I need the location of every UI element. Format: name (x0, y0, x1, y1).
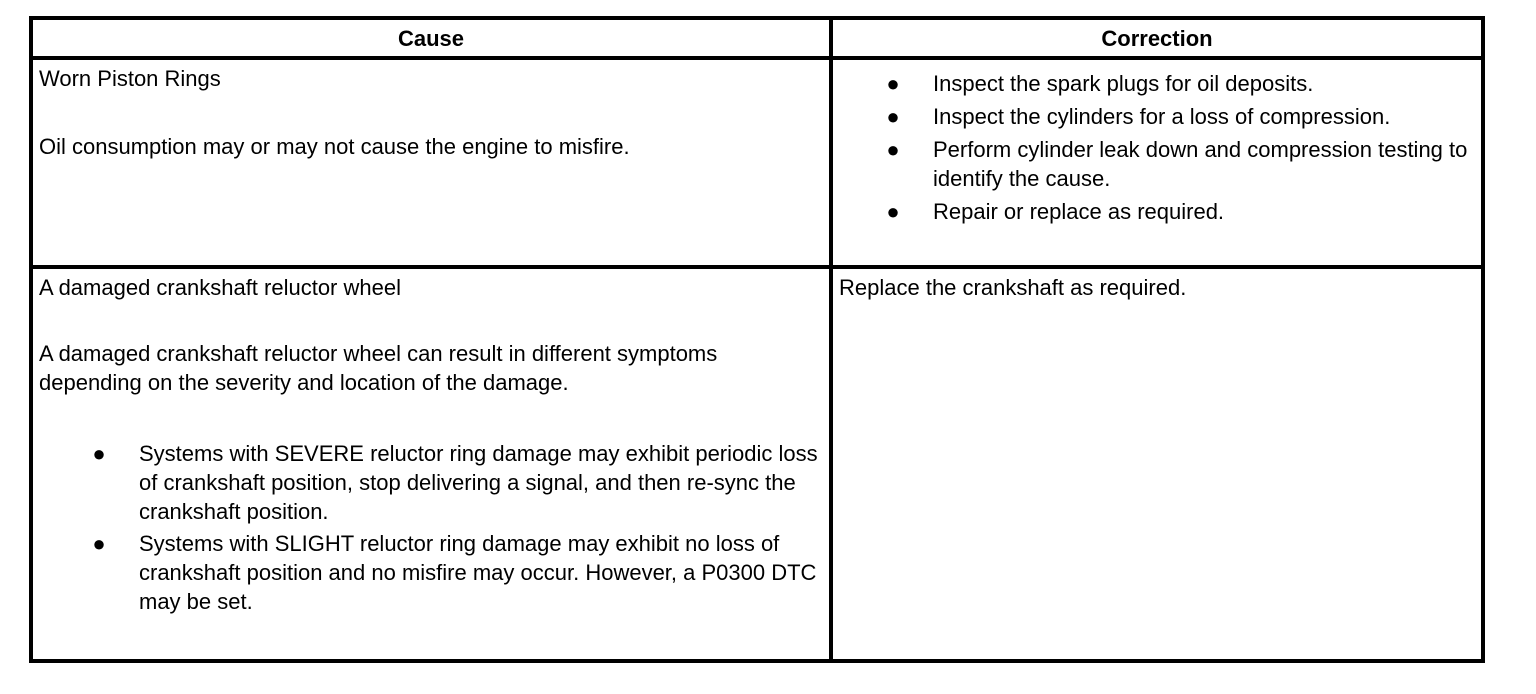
bullet-icon: ● (886, 199, 900, 224)
bullet-icon: ● (886, 104, 900, 129)
list-item-text: Perform cylinder leak down and compression testing to identify the cause. (933, 137, 1468, 191)
list-item-text: Systems with SLIGHT reluctor ring damage may exhibit no loss of crankshaft position and no misfire may occur. However, a P0300 DTC may be set. (139, 531, 817, 614)
correction-cell (831, 58, 1483, 267)
table-row (31, 267, 1483, 661)
cause-note: Oil consumption may or may not cause the engine to misfire. (39, 134, 630, 159)
header-correction: Correction (831, 18, 1483, 58)
list-item-text: Repair or replace as required. (933, 199, 1225, 224)
list-item (39, 439, 823, 526)
bullet-icon: ● (886, 137, 900, 162)
list-item (833, 102, 1481, 131)
bullet-icon: ● (92, 441, 106, 466)
table-row (31, 58, 1483, 267)
correction-cell (831, 267, 1483, 661)
list-item (833, 69, 1481, 98)
cause-title: A damaged crankshaft reluctor wheel (39, 275, 401, 300)
cause-title: Worn Piston Rings (39, 66, 221, 91)
list-item (39, 529, 823, 616)
bullet-icon: ● (92, 531, 106, 556)
list-item-text: Inspect the spark plugs for oil deposits. (933, 71, 1314, 96)
list-item (833, 135, 1481, 193)
list-item (833, 197, 1481, 226)
correction-text: Replace the crankshaft as required. (839, 275, 1187, 300)
list-item-text: Inspect the cylinders for a loss of compression. (933, 104, 1391, 129)
diagnostic-table (29, 16, 1485, 663)
table-header-row (31, 18, 1483, 58)
correction-list (833, 60, 1481, 226)
cause-cell (31, 267, 831, 661)
header-cause: Cause (31, 18, 831, 58)
cause-note: A damaged crankshaft reluctor wheel can result in different symptoms depending on the severity and location of the damage. (39, 341, 718, 395)
cause-list (39, 439, 823, 616)
cause-cell (31, 58, 831, 267)
list-item-text: Systems with SEVERE reluctor ring damage may exhibit periodic loss of crankshaft position, stop delivering a signal, and then re-sync the crankshaft position. (139, 441, 818, 524)
bullet-icon: ● (886, 71, 900, 96)
